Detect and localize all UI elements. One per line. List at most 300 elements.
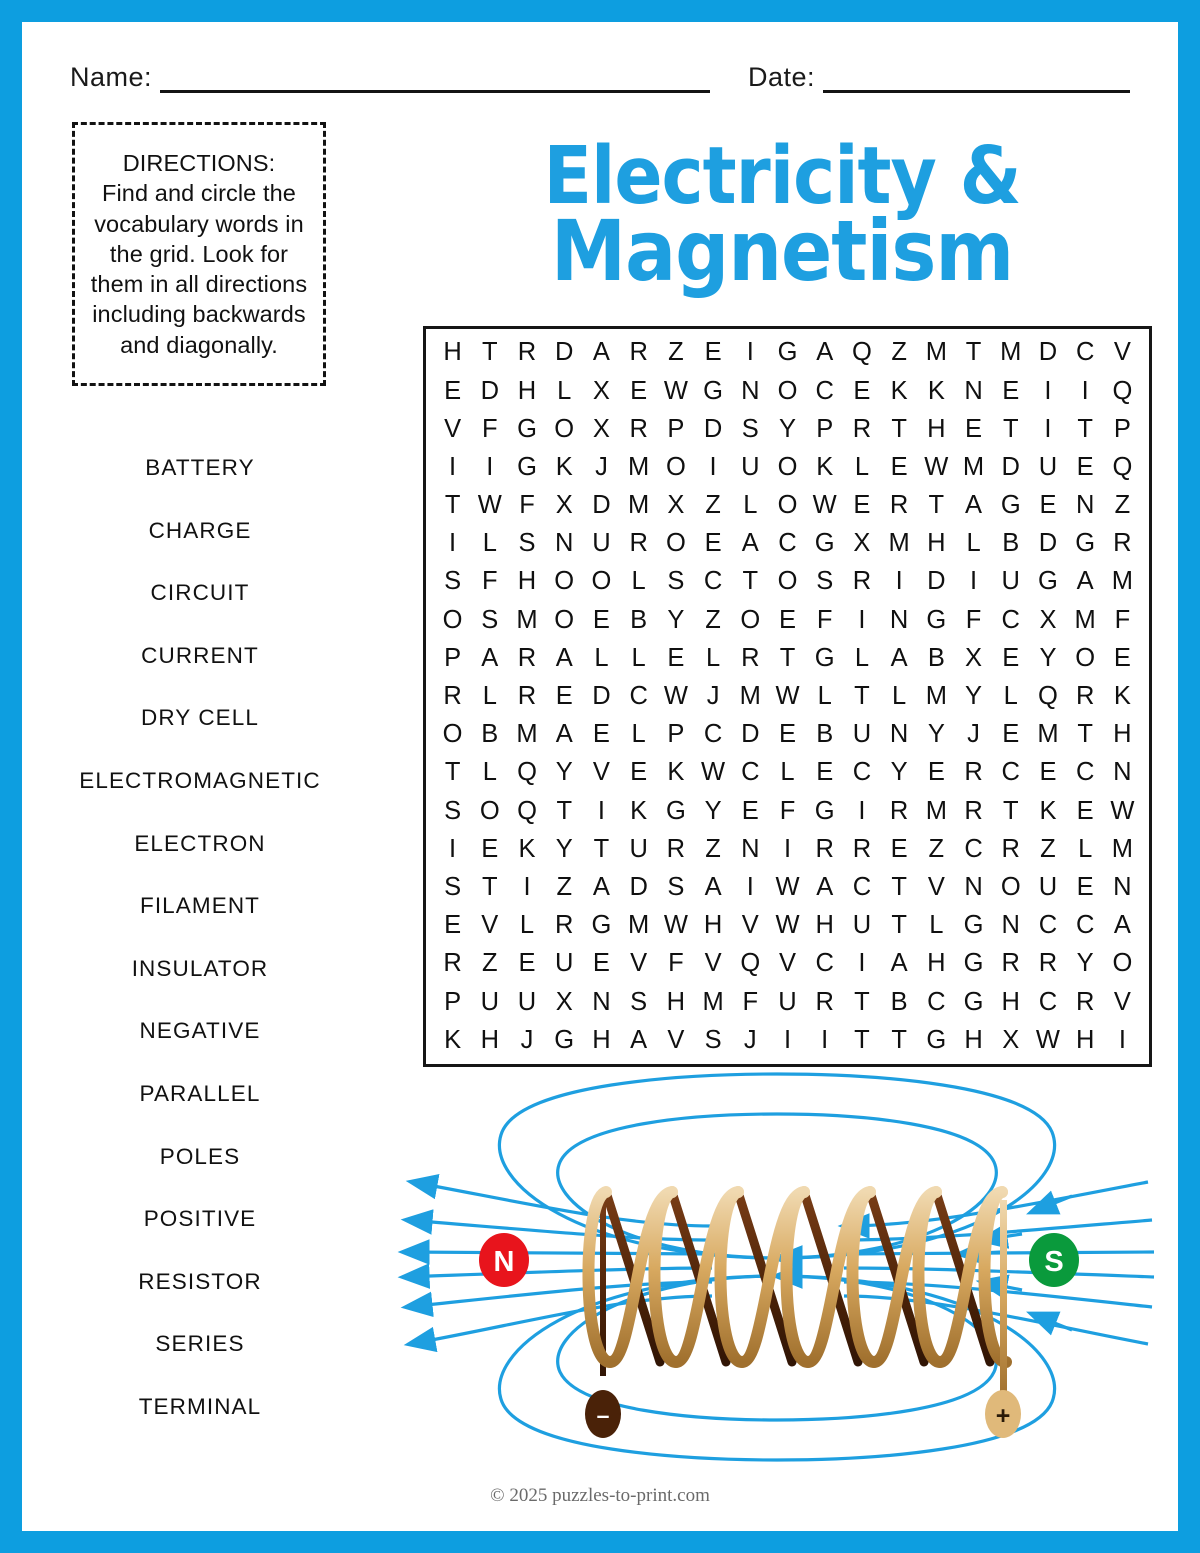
grid-cell[interactable]: R (517, 682, 537, 710)
grid-cell[interactable]: Y (704, 796, 722, 825)
grid-cell[interactable]: E (778, 720, 796, 749)
grid-cell[interactable]: M (925, 796, 947, 825)
grid-cell[interactable]: G (554, 1025, 575, 1054)
grid-cell[interactable]: G (1038, 567, 1058, 596)
grid-cell[interactable]: E (592, 949, 610, 978)
grid-cell[interactable]: R (666, 834, 686, 863)
grid-cell[interactable]: E (890, 452, 908, 481)
grid-cell[interactable]: I (746, 338, 754, 367)
grid-cell[interactable]: I (858, 949, 866, 978)
grid-cell[interactable]: A (704, 872, 722, 901)
grid-cell[interactable]: E (741, 796, 759, 825)
grid-cell[interactable]: U (778, 987, 797, 1016)
grid-cell[interactable]: T (891, 1025, 907, 1054)
grid-cell[interactable]: L (966, 529, 981, 558)
grid-cell[interactable]: T (444, 758, 461, 787)
grid-cell[interactable]: I (449, 834, 457, 863)
grid-cell[interactable]: O (442, 720, 463, 749)
grid-cell[interactable]: T (742, 567, 759, 596)
grid-cell[interactable]: A (592, 872, 610, 901)
grid-cell[interactable]: C (1001, 605, 1020, 634)
grid-cell[interactable]: U (852, 720, 872, 749)
grid-cell[interactable]: S (816, 567, 834, 596)
grid-cell[interactable]: H (517, 376, 537, 405)
grid-cell[interactable]: J (520, 1025, 534, 1054)
grid-cell[interactable]: D (1001, 452, 1020, 481)
grid-cell[interactable]: C (741, 758, 760, 787)
grid-cell[interactable]: O (554, 567, 575, 596)
grid-cell[interactable]: K (816, 452, 834, 481)
grid-cell[interactable]: O (442, 605, 463, 634)
grid-cell[interactable]: O (479, 796, 500, 825)
grid-cell[interactable]: L (780, 758, 795, 787)
grid-cell[interactable]: C (778, 529, 797, 558)
grid-cell[interactable]: Y (1076, 949, 1094, 978)
grid-cell[interactable]: W (775, 911, 800, 940)
grid-cell[interactable]: X (1002, 1025, 1020, 1054)
grid-cell[interactable]: C (815, 376, 834, 405)
grid-cell[interactable]: H (443, 338, 462, 367)
grid-cell[interactable]: O (1000, 872, 1021, 901)
grid-cell[interactable]: L (631, 643, 646, 672)
grid-cell[interactable]: M (888, 529, 910, 558)
grid-cell[interactable]: S (630, 987, 648, 1016)
grid-cell[interactable]: D (927, 567, 946, 596)
grid-cell[interactable]: S (667, 872, 685, 901)
grid-cell[interactable]: H (480, 1025, 500, 1054)
grid-cell[interactable]: W (701, 758, 726, 787)
grid-cell[interactable]: K (630, 796, 648, 825)
grid-cell[interactable]: O (777, 376, 798, 405)
grid-cell[interactable]: V (1113, 987, 1131, 1016)
grid-cell[interactable]: T (891, 414, 907, 443)
grid-cell[interactable]: F (668, 949, 684, 978)
grid-cell[interactable]: I (970, 567, 978, 596)
grid-cell[interactable]: E (704, 529, 722, 558)
grid-cell[interactable]: H (927, 414, 946, 443)
grid-cell[interactable]: F (1114, 605, 1131, 634)
grid-cell[interactable]: R (1075, 682, 1095, 710)
grid-cell[interactable]: Y (927, 720, 945, 749)
grid-cell[interactable]: L (705, 643, 721, 672)
grid-cell[interactable]: G (814, 643, 835, 672)
grid-cell[interactable]: A (1113, 911, 1131, 940)
grid-cell[interactable]: U (555, 949, 574, 978)
word-list-item[interactable]: POLES (159, 1143, 241, 1169)
grid-cell[interactable]: E (481, 834, 499, 863)
grid-cell[interactable]: Z (705, 491, 721, 520)
grid-cell[interactable]: E (592, 605, 610, 634)
grid-cell[interactable]: N (741, 376, 760, 405)
grid-cell[interactable]: U (741, 452, 760, 481)
grid-cell[interactable]: M (1074, 605, 1096, 634)
grid-cell[interactable]: C (1075, 758, 1095, 787)
grid-cell[interactable]: R (1075, 987, 1095, 1016)
word-list-item[interactable]: CHARGE (148, 517, 252, 543)
grid-cell[interactable]: J (706, 682, 720, 710)
grid-cell[interactable]: O (665, 529, 686, 558)
grid-cell[interactable]: X (555, 987, 573, 1016)
grid-cell[interactable]: Z (482, 949, 498, 978)
grid-cell[interactable]: F (965, 605, 982, 634)
grid-cell[interactable]: N (555, 529, 574, 558)
grid-cell[interactable]: E (853, 376, 871, 405)
grid-cell[interactable]: L (482, 529, 497, 558)
grid-cell[interactable]: R (443, 682, 462, 710)
word-list-item[interactable]: PARALLEL (139, 1080, 261, 1106)
word-list-item[interactable]: CIRCUIT (150, 580, 250, 606)
grid-cell[interactable]: D (741, 720, 760, 749)
grid-cell[interactable]: R (517, 338, 537, 367)
grid-cell[interactable]: M (1037, 720, 1059, 749)
grid-cell[interactable]: O (740, 605, 761, 634)
grid-cell[interactable]: H (815, 911, 834, 940)
grid-cell[interactable]: G (665, 796, 686, 825)
grid-cell[interactable]: E (890, 834, 908, 863)
grid-cell[interactable]: L (854, 643, 869, 672)
grid-cell[interactable]: Z (1114, 491, 1131, 520)
grid-cell[interactable]: O (554, 414, 575, 443)
grid-cell[interactable]: P (444, 643, 462, 672)
grid-cell[interactable]: O (554, 605, 575, 634)
grid-cell[interactable]: E (1076, 452, 1094, 481)
grid-cell[interactable]: B (927, 643, 945, 672)
grid-cell[interactable]: P (667, 414, 685, 443)
grid-cell[interactable]: W (663, 682, 688, 710)
grid-cell[interactable]: T (556, 796, 573, 825)
grid-cell[interactable]: L (854, 452, 869, 481)
grid-cell[interactable]: O (1075, 643, 1096, 672)
grid-cell[interactable]: R (852, 567, 872, 596)
grid-cell[interactable]: E (667, 643, 685, 672)
grid-cell[interactable]: Y (667, 605, 685, 634)
grid-cell[interactable]: C (1038, 911, 1058, 940)
grid-cell[interactable]: Y (555, 758, 573, 787)
grid-cell[interactable]: C (815, 949, 834, 978)
grid-cell[interactable]: A (555, 720, 573, 749)
grid-cell[interactable]: I (1118, 1025, 1126, 1054)
grid-cell[interactable]: E (630, 376, 648, 405)
grid-cell[interactable]: G (517, 414, 537, 443)
grid-cell[interactable]: R (629, 338, 648, 367)
grid-cell[interactable]: F (482, 414, 498, 443)
grid-cell[interactable]: E (853, 491, 871, 520)
grid-cell[interactable]: G (591, 911, 612, 940)
grid-cell[interactable]: T (1002, 414, 1019, 443)
grid-cell[interactable]: Q (517, 796, 537, 825)
name-write-line[interactable] (160, 64, 710, 93)
grid-cell[interactable]: R (815, 834, 834, 863)
grid-cell[interactable]: T (482, 872, 498, 901)
grid-cell[interactable]: R (815, 987, 834, 1016)
grid-cell[interactable]: L (743, 491, 758, 520)
grid-cell[interactable]: R (629, 414, 648, 443)
grid-cell[interactable]: Q (1112, 452, 1133, 481)
grid-cell[interactable]: M (516, 605, 538, 634)
grid-cell[interactable]: T (482, 338, 498, 367)
grid-cell[interactable]: T (891, 872, 907, 901)
grid-cell[interactable]: P (444, 987, 462, 1016)
grid-cell[interactable]: U (1038, 872, 1058, 901)
grid-cell[interactable]: X (667, 491, 685, 520)
grid-cell[interactable]: E (704, 338, 722, 367)
grid-cell[interactable]: D (629, 872, 648, 901)
grid-cell[interactable]: X (965, 643, 983, 672)
grid-cell[interactable]: Y (1039, 643, 1057, 672)
grid-cell[interactable]: X (592, 414, 610, 443)
grid-cell[interactable]: B (1002, 529, 1020, 558)
grid-cell[interactable]: K (1113, 682, 1131, 710)
grid-cell[interactable]: A (741, 529, 759, 558)
grid-cell[interactable]: M (1000, 338, 1022, 367)
grid-cell[interactable]: C (703, 567, 723, 596)
grid-cell[interactable]: U (517, 987, 537, 1016)
grid-cell[interactable]: M (962, 452, 985, 481)
grid-cell[interactable]: M (925, 338, 947, 367)
grid-cell[interactable]: I (858, 605, 866, 634)
grid-cell[interactable]: H (592, 1025, 611, 1054)
grid-cell[interactable]: G (517, 452, 537, 481)
grid-cell[interactable]: X (555, 491, 573, 520)
grid-cell[interactable]: Y (555, 834, 573, 863)
grid-cell[interactable]: D (480, 376, 500, 405)
grid-cell[interactable]: S (518, 529, 536, 558)
grid-cell[interactable]: Y (890, 758, 908, 787)
grid-cell[interactable]: I (1044, 414, 1052, 443)
grid-cell[interactable]: T (1077, 414, 1093, 443)
grid-cell[interactable]: C (852, 758, 872, 787)
grid-cell[interactable]: A (592, 338, 610, 367)
grid-cell[interactable]: N (1113, 758, 1132, 787)
grid-cell[interactable]: D (1038, 529, 1058, 558)
grid-cell[interactable]: G (963, 911, 984, 940)
grid-cell[interactable]: Q (1112, 376, 1133, 405)
word-list-item[interactable]: CURRENT (141, 642, 259, 668)
grid-cell[interactable]: O (777, 491, 798, 520)
word-list-item[interactable]: FILAMENT (139, 893, 261, 919)
grid-cell[interactable]: I (1081, 376, 1089, 405)
grid-cell[interactable]: I (523, 872, 531, 901)
grid-cell[interactable]: H (1001, 987, 1020, 1016)
grid-cell[interactable]: C (703, 720, 723, 749)
grid-cell[interactable]: S (444, 872, 462, 901)
grid-cell[interactable]: G (963, 949, 984, 978)
grid-cell[interactable]: L (482, 758, 497, 787)
grid-cell[interactable]: G (703, 376, 723, 405)
grid-cell[interactable]: W (1110, 796, 1135, 825)
grid-cell[interactable]: O (777, 567, 798, 596)
grid-cell[interactable]: M (628, 911, 650, 940)
grid-cell[interactable]: V (444, 414, 462, 443)
grid-cell[interactable]: A (965, 491, 983, 520)
grid-cell[interactable]: L (482, 682, 497, 710)
grid-cell[interactable]: U (480, 987, 500, 1016)
grid-cell[interactable]: M (1111, 567, 1133, 596)
grid-cell[interactable]: I (449, 529, 457, 558)
grid-cell[interactable]: W (924, 452, 949, 481)
grid-cell[interactable]: S (444, 567, 462, 596)
grid-cell[interactable]: N (964, 376, 983, 405)
grid-cell[interactable]: E (444, 376, 462, 405)
grid-cell[interactable]: K (1039, 796, 1057, 825)
grid-cell[interactable]: G (1000, 491, 1021, 520)
grid-cell[interactable]: E (927, 758, 945, 787)
grid-cell[interactable]: G (777, 338, 798, 367)
grid-cell[interactable]: E (1039, 491, 1057, 520)
grid-cell[interactable]: M (925, 682, 947, 710)
grid-cell[interactable]: A (816, 872, 834, 901)
grid-cell[interactable]: L (1003, 682, 1018, 710)
grid-cell[interactable]: F (742, 987, 759, 1016)
grid-cell[interactable]: Q (740, 949, 761, 978)
grid-cell[interactable]: A (890, 643, 908, 672)
grid-cell[interactable]: F (779, 796, 796, 825)
grid-cell[interactable]: M (628, 491, 650, 520)
grid-cell[interactable]: I (709, 452, 717, 481)
grid-cell[interactable]: E (778, 605, 796, 634)
grid-cell[interactable]: R (889, 796, 909, 825)
grid-cell[interactable]: P (667, 720, 685, 749)
grid-cell[interactable]: T (891, 911, 907, 940)
grid-cell[interactable]: E (444, 911, 462, 940)
grid-cell[interactable]: R (1113, 529, 1132, 558)
grid-cell[interactable]: F (482, 567, 498, 596)
grid-cell[interactable]: Z (928, 834, 945, 863)
grid-cell[interactable]: N (1113, 872, 1132, 901)
grid-cell[interactable]: W (812, 491, 837, 520)
grid-cell[interactable]: H (703, 911, 723, 940)
grid-cell[interactable]: J (595, 452, 608, 481)
grid-cell[interactable]: G (1075, 529, 1096, 558)
grid-cell[interactable]: Z (891, 338, 907, 367)
grid-cell[interactable]: Y (778, 414, 796, 443)
grid-cell[interactable]: O (665, 452, 686, 481)
grid-cell[interactable]: C (852, 872, 872, 901)
grid-cell[interactable]: M (516, 720, 538, 749)
grid-cell[interactable]: M (628, 452, 650, 481)
grid-cell[interactable]: R (517, 643, 537, 672)
grid-cell[interactable]: R (629, 529, 648, 558)
word-list-item[interactable]: POSITIVE (143, 1206, 257, 1232)
grid-cell[interactable]: E (1076, 872, 1094, 901)
grid-cell[interactable]: Z (705, 605, 721, 634)
grid-cell[interactable]: E (816, 758, 834, 787)
grid-cell[interactable]: D (592, 682, 611, 710)
grid-cell[interactable]: T (854, 682, 870, 710)
grid-cell[interactable]: K (555, 452, 573, 481)
word-list-item[interactable]: RESISTOR (138, 1268, 262, 1294)
grid-cell[interactable]: U (629, 834, 648, 863)
grid-cell[interactable]: K (518, 834, 536, 863)
grid-cell[interactable]: S (704, 1025, 722, 1054)
grid-cell[interactable]: U (592, 529, 611, 558)
grid-cell[interactable]: E (518, 949, 536, 978)
grid-cell[interactable]: N (964, 872, 983, 901)
grid-cell[interactable]: C (927, 987, 946, 1016)
grid-cell[interactable]: E (555, 682, 573, 710)
word-list-item[interactable]: DRY CELL (140, 705, 260, 731)
grid-cell[interactable]: U (1001, 567, 1020, 596)
grid-cell[interactable]: A (890, 949, 908, 978)
grid-cell[interactable]: R (1038, 949, 1058, 978)
grid-cell[interactable]: F (816, 605, 833, 634)
grid-cell[interactable]: G (963, 987, 984, 1016)
grid-cell[interactable]: I (783, 834, 792, 863)
word-list-item[interactable]: TERMINAL (138, 1393, 262, 1419)
grid-cell[interactable]: R (1001, 834, 1020, 863)
grid-cell[interactable]: H (927, 949, 946, 978)
grid-cell[interactable]: I (895, 567, 903, 596)
grid-cell[interactable]: H (666, 987, 686, 1016)
grid-cell[interactable]: A (1076, 567, 1094, 596)
grid-cell[interactable]: S (481, 605, 499, 634)
grid-cell[interactable]: Q (517, 758, 537, 787)
grid-cell[interactable]: A (481, 643, 499, 672)
grid-cell[interactable]: J (743, 1025, 757, 1054)
grid-cell[interactable]: E (965, 414, 983, 443)
grid-cell[interactable]: J (967, 720, 980, 749)
grid-cell[interactable]: L (631, 720, 646, 749)
grid-cell[interactable]: T (854, 1025, 870, 1054)
grid-cell[interactable]: V (667, 1025, 685, 1054)
grid-cell[interactable]: W (775, 872, 800, 901)
grid-cell[interactable]: V (1113, 338, 1131, 367)
grid-cell[interactable]: S (444, 796, 462, 825)
word-list-item[interactable]: NEGATIVE (139, 1018, 261, 1044)
grid-cell[interactable]: I (449, 452, 457, 481)
grid-cell[interactable]: L (557, 376, 572, 405)
grid-cell[interactable]: F (519, 491, 535, 520)
grid-cell[interactable]: D (592, 491, 611, 520)
grid-cell[interactable]: T (854, 987, 870, 1016)
grid-cell[interactable]: L (817, 682, 832, 710)
grid-cell[interactable]: R (741, 643, 760, 672)
grid-cell[interactable]: E (592, 720, 610, 749)
grid-cell[interactable]: Z (556, 872, 573, 901)
grid-cell[interactable]: L (631, 567, 646, 596)
grid-cell[interactable]: Y (965, 682, 983, 710)
grid-cell[interactable]: G (926, 605, 947, 634)
grid-cell[interactable]: R (852, 414, 872, 443)
grid-cell[interactable]: R (555, 911, 574, 940)
grid-cell[interactable]: W (1035, 1025, 1060, 1054)
grid-cell[interactable]: G (814, 529, 835, 558)
grid-cell[interactable]: W (775, 682, 800, 710)
grid-cell[interactable]: W (477, 491, 502, 520)
word-list-item[interactable]: INSULATOR (131, 955, 269, 981)
grid-cell[interactable]: O (1112, 949, 1133, 978)
grid-cell[interactable]: U (1038, 452, 1058, 481)
grid-cell[interactable]: C (1001, 758, 1020, 787)
grid-cell[interactable]: G (926, 1025, 947, 1054)
grid-cell[interactable]: L (929, 911, 944, 940)
grid-cell[interactable]: A (816, 338, 834, 367)
grid-cell[interactable]: V (704, 949, 722, 978)
grid-cell[interactable]: K (667, 758, 685, 787)
grid-cell[interactable]: E (1002, 643, 1020, 672)
grid-cell[interactable]: L (519, 911, 535, 940)
grid-cell[interactable]: V (592, 758, 610, 787)
grid-cell[interactable]: T (444, 491, 461, 520)
grid-cell[interactable]: R (443, 949, 462, 978)
grid-cell[interactable]: E (1113, 643, 1131, 672)
grid-cell[interactable]: N (1075, 491, 1095, 520)
grid-cell[interactable]: T (779, 643, 796, 672)
grid-cell[interactable]: C (629, 682, 648, 710)
grid-cell[interactable]: R (852, 834, 872, 863)
grid-cell[interactable]: E (1002, 720, 1020, 749)
grid-cell[interactable]: N (1001, 911, 1020, 940)
